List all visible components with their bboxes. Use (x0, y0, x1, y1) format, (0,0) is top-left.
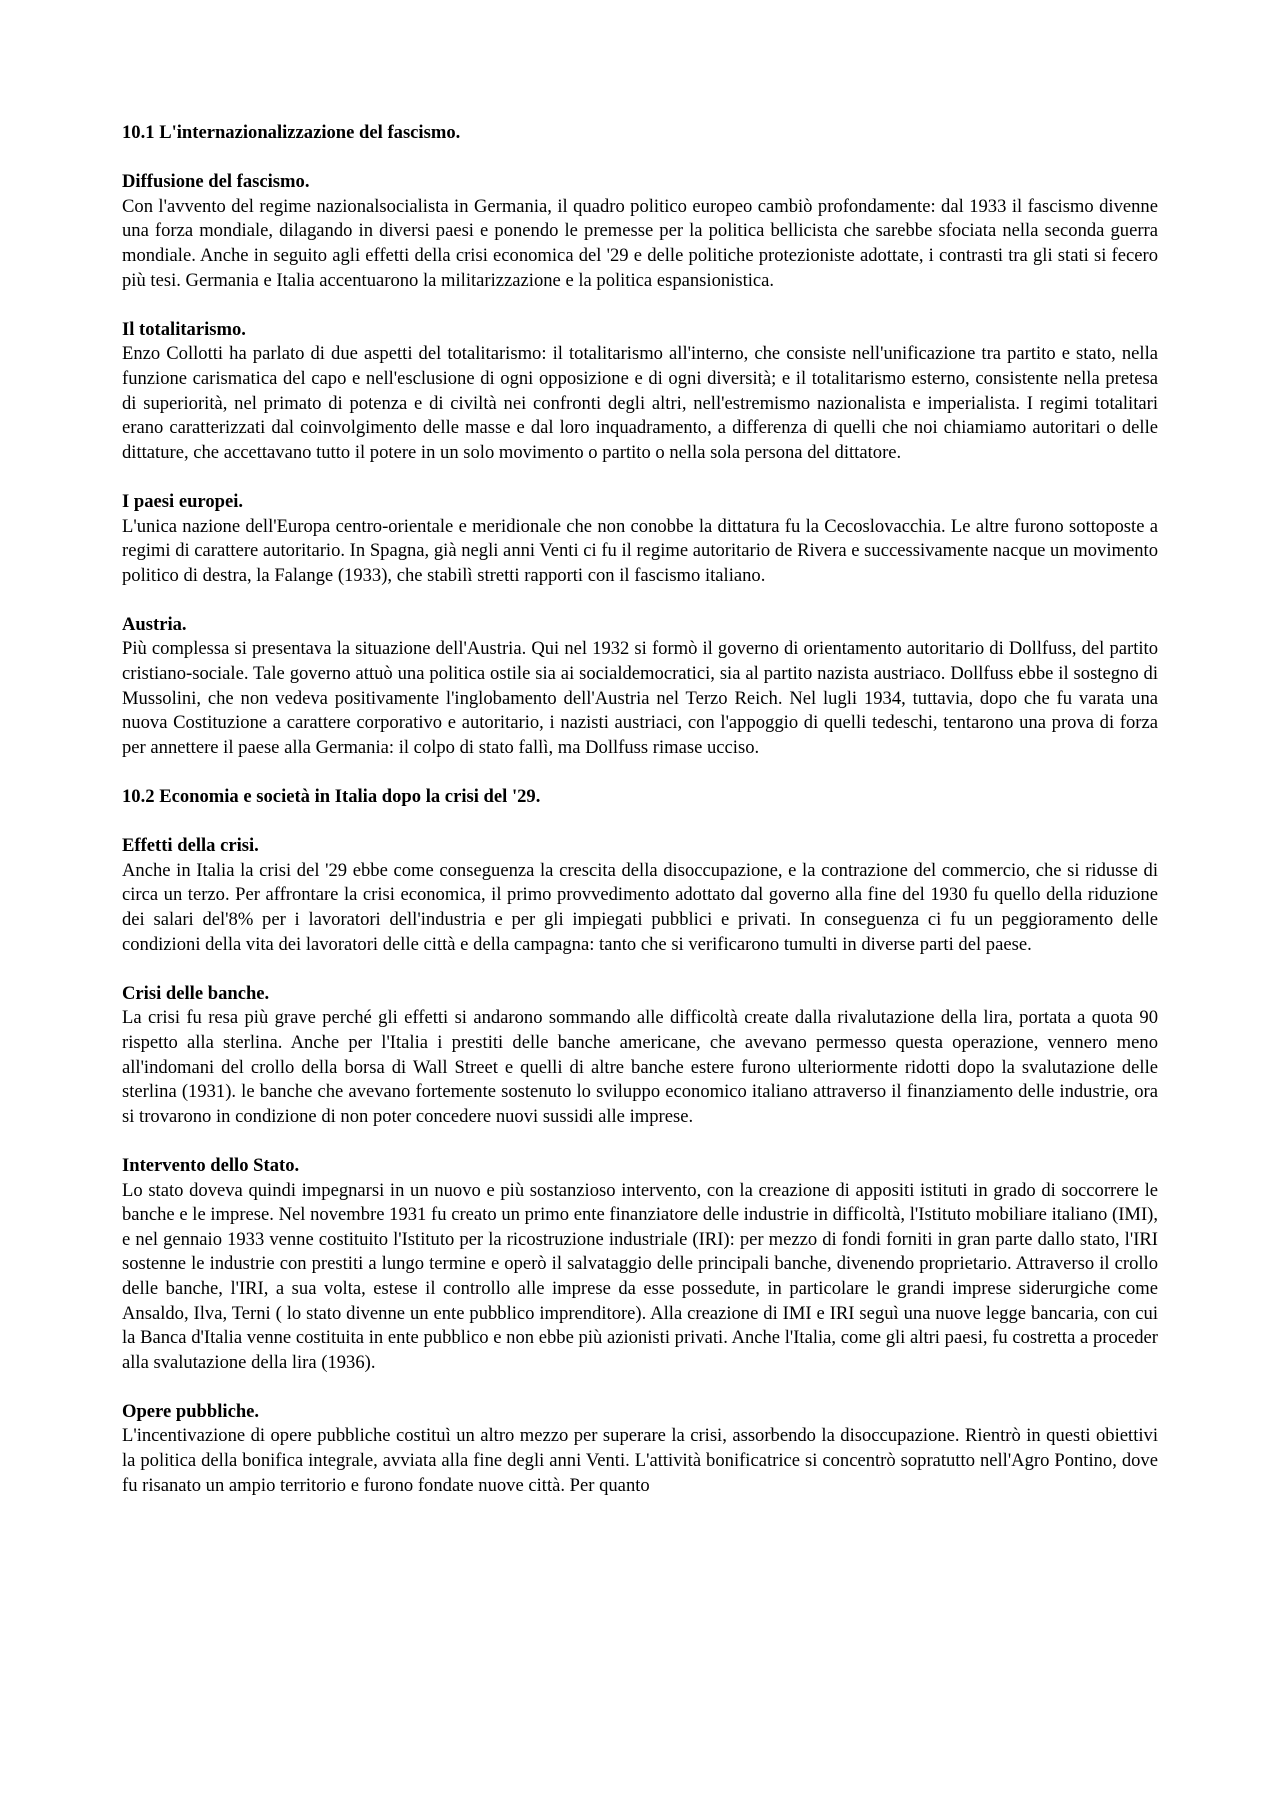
section-opere-pubbliche (122, 1400, 1158, 1498)
chapter-heading: 10.2 Economia e società in Italia dopo la crisi del '29. (122, 786, 541, 808)
section-austria (122, 613, 1158, 761)
section-effetti-crisi (122, 834, 1158, 957)
section-title: Austria. (122, 613, 187, 635)
section-title: Opere pubbliche. (122, 1400, 260, 1422)
section-title: Crisi delle banche. (122, 982, 270, 1004)
section-paesi-europei (122, 490, 1158, 588)
section-paragraph: L'incentivazione di opere pubbliche costituì un altro mezzo per superare la crisi, assorbendo la disoccupazione. Rientrò in questi obiettivi la politica della bonifica integrale, avviata alla fine degli anni Venti. L'attività bonificatrice si concentrò sopratutto nell'Agro Pontino, dove fu risanato un ampio territorio e furono fondate nuove città. Per quanto (122, 1425, 1158, 1496)
section-paragraph: Anche in Italia la crisi del '29 ebbe come conseguenza la crescita della disoccupazione, e la contrazione del commercio, che si ridusse di circa un terzo. Per affrontare la crisi economica, il primo provvedimento adottato dal governo alla fine del 1930 fu quello della riduzione dei salari del'8% per i lavoratori dell'industria e per gli impiegati pubblici e privati. In conseguenza ci fu un peggioramento delle condizioni della vita dei lavoratori delle città e della campagna: tanto che si verificarono tumulti in diverse parti del paese. (122, 859, 1158, 955)
section-paragraph: Enzo Collotti ha parlato di due aspetti del totalitarismo: il totalitarismo all'interno, che consiste nell'unificazione tra partito e stato, nella funzione carismatica del capo e nell'esclusione di ogni opposizione e di ogni diversità; e il totalitarismo esterno, consistente nella pretesa di superiorità, nel primato di potenza e di civiltà nei confronti degli altri, nell'estremismo nazionalista e imperialista. I regimi totalitari erano caratterizzati dal coinvolgimento delle masse e dal loro inquadramento, a differenza di quelli che noi chiamiamo autoritari o delle dittature, che accettavano tutto il potere in un solo movimento o partito o nella sola persona del dittatore. (122, 343, 1158, 463)
section-title: Il totalitarismo. (122, 318, 246, 340)
section-title: Intervento dello Stato. (122, 1154, 300, 1176)
section-diffusione (122, 170, 1158, 293)
section-paragraph: Lo stato doveva quindi impegnarsi in un nuovo e più sostanzioso intervento, con la creazione di appositi istituti in grado di soccorrere le banche e le imprese. Nel novembre 1931 fu creato un primo ente finanziatore delle industrie in difficoltà, l'Istituto mobiliare italiano (IMI), e nel gennaio 1933 venne costituito l'Istituto per la ricostruzione industriale (IRI): per mezzo di fondi forniti in gran parte dallo stato, l'IRI sostenne le industrie con prestiti a lungo termine e operò il salvataggio delle principali banche, divenendo proprietario. Attraverso il crollo delle banche, l'IRI, a sua volta, estese il controllo alle imprese da esse possedute, in particolare le grandi imprese siderurgiche come Ansaldo, Ilva, Terni ( lo stato divenne un ente pubblico imprenditore). Alla creazione di IMI e IRI seguì una nuove legge bancaria, con cui la Banca d'Italia venne costituita in ente pubblico e non ebbe più azionisti privati. Anche l'Italia, come gli altri paesi, fu costretta a proceder alla svalutazione della lira (1936). (122, 1179, 1158, 1373)
section-paragraph: L'unica nazione dell'Europa centro-orientale e meridionale che non conobbe la dittatura fu la Cecoslovacchia. Le altre furono sottoposte a regimi di carattere autoritario. In Spagna, già negli anni Venti ci fu il regime autoritario de Rivera e successivamente nacque un movimento politico di destra, la Falange (1933), che stabilì stretti rapporti con il fascismo italiano. (122, 515, 1158, 586)
document-page (122, 121, 1158, 1523)
section-intervento-stato (122, 1154, 1158, 1375)
section-title: Effetti della crisi. (122, 835, 259, 857)
chapter-heading: 10.1 L'internazionalizzazione del fascismo. (122, 122, 461, 143)
section-paragraph: Più complessa si presentava la situazione dell'Austria. Qui nel 1932 si formò il governo di orientamento autoritario di Dollfuss, del partito cristiano-sociale. Tale governo attuò una politica ostile sia ai socialdemocratici, sia al partito nazista austriaco. Dollfuss ebbe il sostegno di Mussolini, che non vedeva positivamente l'inglobamento dell'Austria nel Terzo Reich. Nel lugli 1934, tuttavia, dopo che fu varata una nuova Costituzione a carattere corporativo e autoritario, i nazisti austriaci, con l'appoggio di quelli tedeschi, tentarono una prova di forza per annettere il paese alla Germania: il colpo di stato fallì, ma Dollfuss rimase ucciso. (122, 638, 1158, 758)
section-title: I paesi europei. (122, 490, 244, 512)
section-paragraph: Con l'avvento del regime nazionalsocialista in Germania, il quadro politico europeo cambiò profondamente: dal 1933 il fascismo divenne una forza mondiale, dilagando in diversi paesi e ponendo le premesse per la politica bellicista che sarebbe sfociata nella seconda guerra mondiale. Anche in seguito agli effetti della crisi economica del '29 e delle politiche protezioniste adottate, i contrasti tra gli stati si fecero più tesi. Germania e Italia accentuarono la militarizzazione e la politica espansionistica. (122, 195, 1158, 291)
section-title: Diffusione del fascismo. (122, 171, 310, 193)
section-paragraph: La crisi fu resa più grave perché gli effetti si andarono sommando alle difficoltà create dalla rivalutazione della lira, portata a quota 90 rispetto alla sterlina. Anche per l'Italia i prestiti delle banche americane, che avevano permesso questa operazione, vennero meno all'indomani del crollo della borsa di Wall Street e quelli di altre banche estere furono ulteriormente ridotti dopo la svalutazione delle sterlina (1931). le banche che avevano fortemente sostenuto lo sviluppo economico italiano attraverso il finanziamento delle industrie, ora si trovarono in condizione di non poter concedere nuovi sussidi alle imprese. (122, 1007, 1158, 1127)
section-crisi-banche (122, 982, 1158, 1130)
section-totalitarismo (122, 318, 1158, 466)
